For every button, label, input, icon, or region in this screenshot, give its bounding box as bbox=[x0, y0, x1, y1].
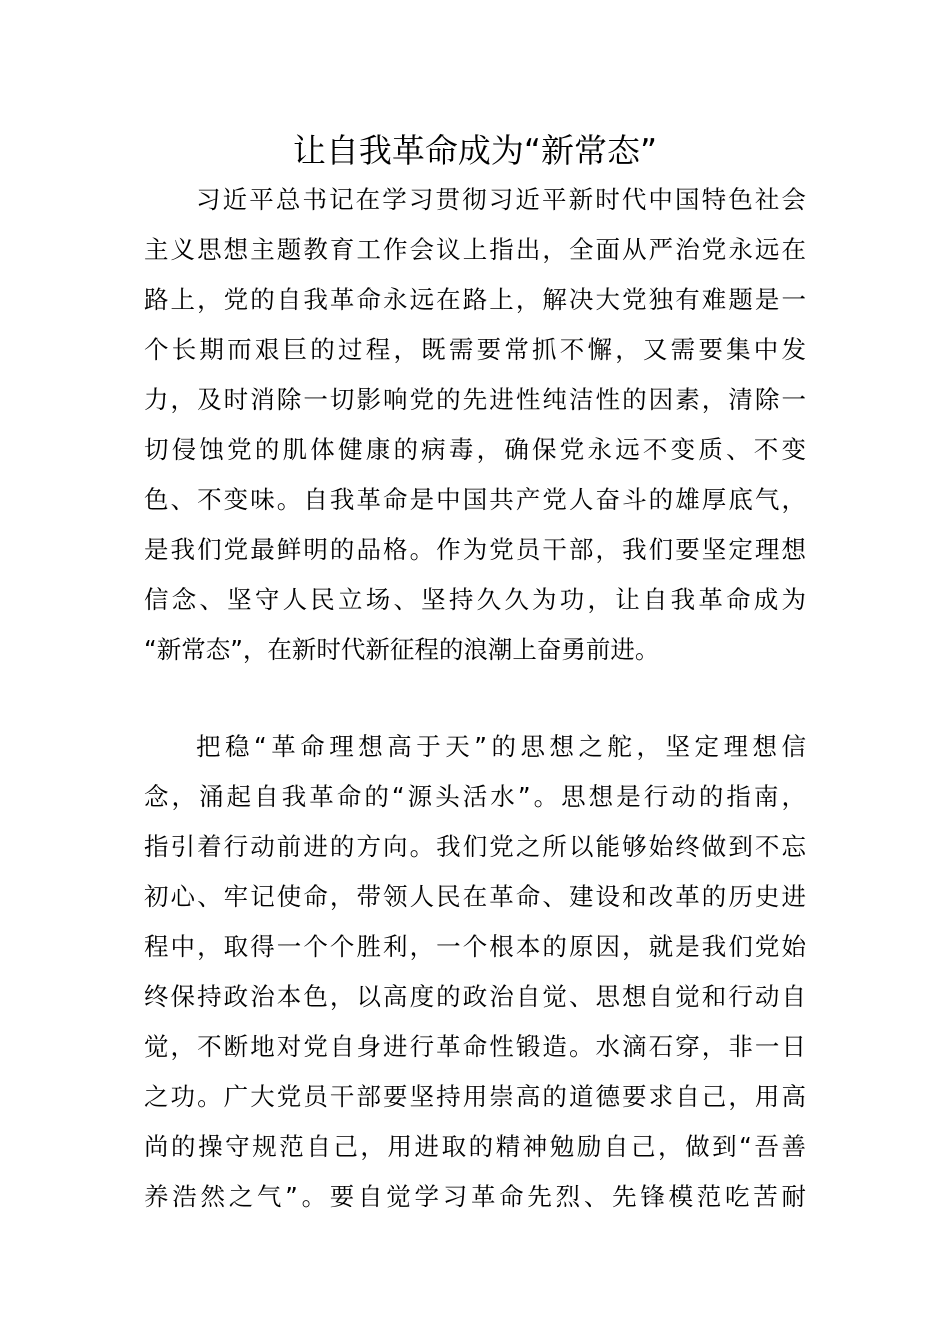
text-line: “新常态”，在新时代新征程的浪潮上奋勇前进。 bbox=[144, 635, 660, 664]
text-line: 觉，不断地对党自身进行革命性锻造。水滴石穿，非一日 bbox=[144, 1032, 806, 1061]
text-line: 之功。广大党员干部要坚持用崇高的道德要求自己，用高 bbox=[144, 1082, 806, 1111]
text-line: 切侵蚀党的肌体健康的病毒，确保党永远不变质、不变 bbox=[144, 435, 806, 464]
text-line: 主义思想主题教育工作会议上指出，全面从严治党永远在 bbox=[144, 235, 806, 264]
paragraph-1 bbox=[144, 175, 806, 675]
text-line: 养浩然之气”。要自觉学习革命先烈、先锋模范吃苦耐 bbox=[144, 1182, 806, 1211]
text-line: 个长期而艰巨的过程，既需要常抓不懈，又需要集中发 bbox=[144, 335, 806, 364]
text-line: 信念、坚守人民立场、坚持久久为功，让自我革命成为 bbox=[144, 585, 806, 614]
text-line: 初心、牢记使命，带领人民在革命、建设和改革的历史进 bbox=[144, 882, 806, 911]
text-line: 是我们党最鲜明的品格。作为党员干部，我们要坚定理想 bbox=[144, 535, 806, 564]
paragraph-2 bbox=[144, 722, 806, 1222]
text-line: 路上，党的自我革命永远在路上，解决大党独有难题是一 bbox=[144, 285, 806, 314]
text-line: 把稳“革命理想高于天”的思想之舵，坚定理想信 bbox=[196, 732, 806, 761]
document-title: 让自我革命成为“新常态” bbox=[292, 131, 658, 170]
text-line: 力，及时消除一切影响党的先进性纯洁性的因素，清除一 bbox=[144, 385, 806, 414]
text-line: 程中，取得一个个胜利，一个根本的原因，就是我们党始 bbox=[144, 932, 806, 961]
text-line: 终保持政治本色，以高度的政治自觉、思想自觉和行动自 bbox=[144, 982, 806, 1011]
text-line: 念，涌起自我革命的“源头活水”。思想是行动的指南， bbox=[144, 782, 806, 811]
text-line: 尚的操守规范自己，用进取的精神勉励自己，做到“吾善 bbox=[144, 1132, 806, 1161]
text-line: 指引着行动前进的方向。我们党之所以能够始终做到不忘 bbox=[144, 832, 806, 861]
text-line: 色、不变味。自我革命是中国共产党人奋斗的雄厚底气， bbox=[144, 485, 806, 514]
text-line: 习近平总书记在学习贯彻习近平新时代中国特色社会 bbox=[196, 185, 806, 214]
